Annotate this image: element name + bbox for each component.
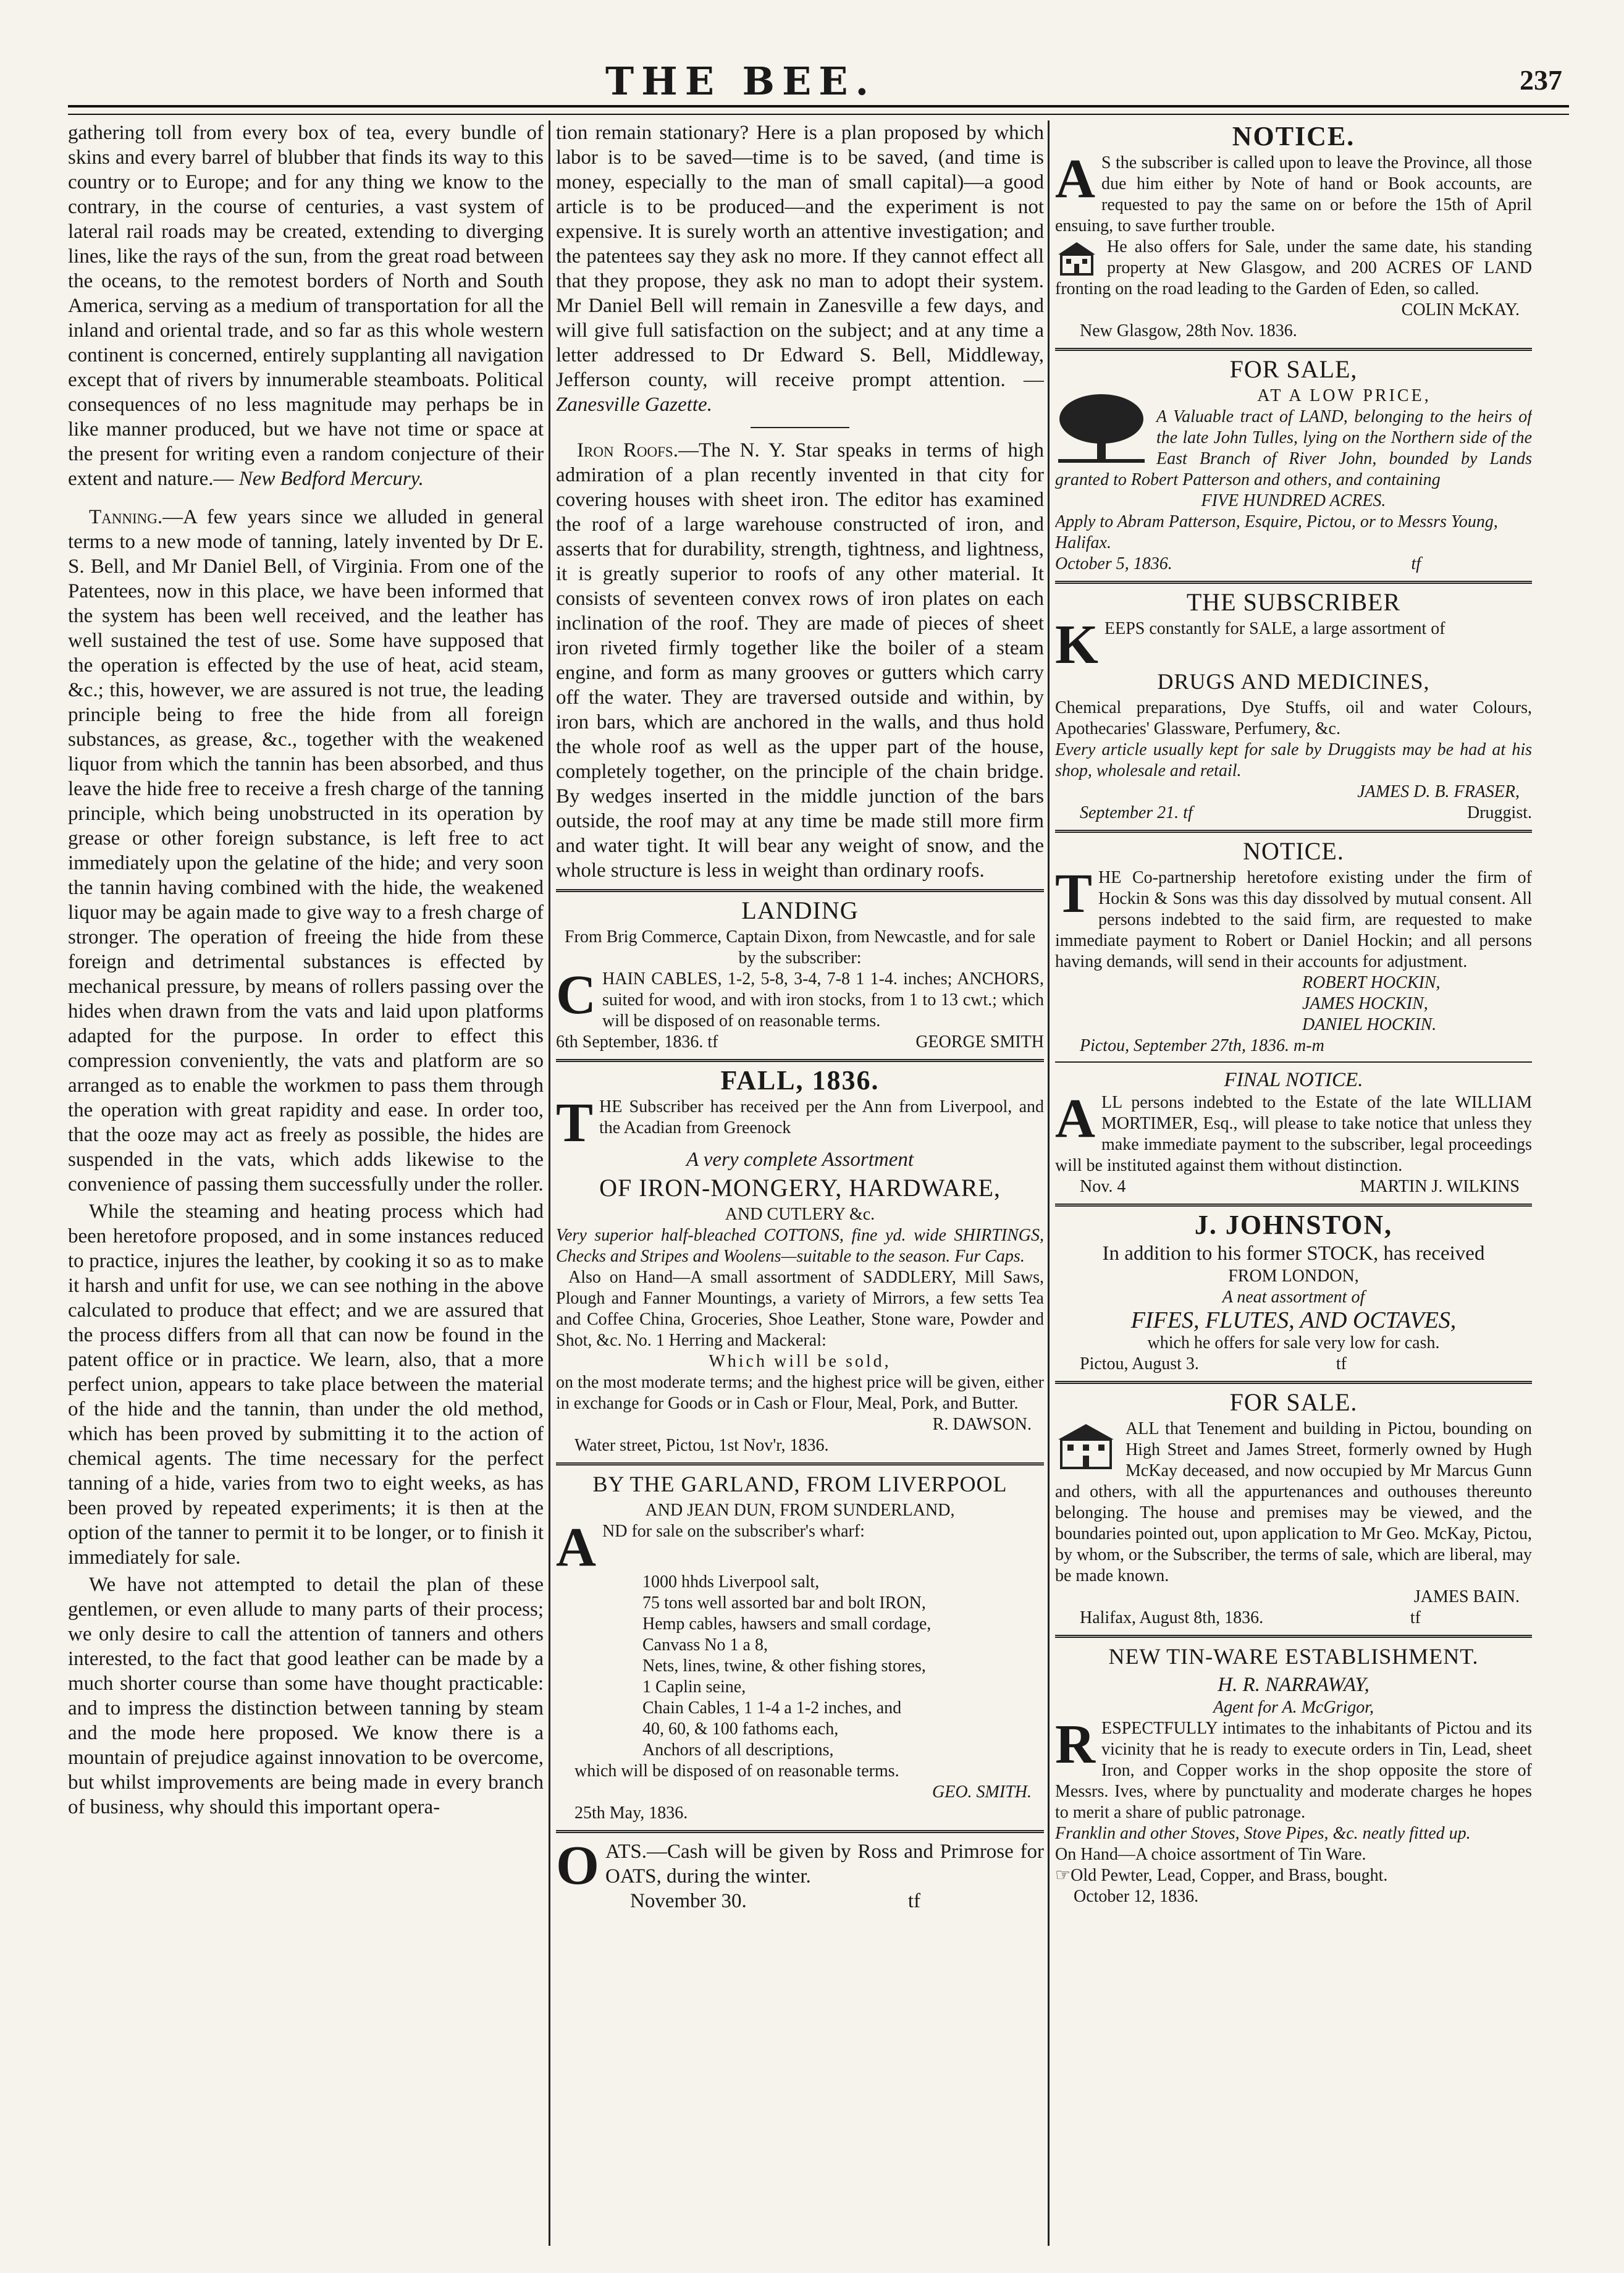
- list-item: 1 Caplin seine,: [642, 1677, 746, 1697]
- page-number: 237: [1520, 64, 1562, 96]
- section-rule: [1055, 1635, 1532, 1638]
- ad-notice-hockin: [1055, 839, 1532, 1056]
- ad-subscriber-title: THE SUBSCRIBER: [1186, 588, 1401, 616]
- ad-notice-body2: He also offers for Sale, under the same date, his standing property at New Glasgow, and 200 ACRES OF LAND fronting on the road leading to the Garden of Eden, so called.: [1055, 237, 1532, 298]
- ad-garland: [556, 1472, 1044, 1824]
- column-3: [1055, 120, 1532, 2246]
- ad-notice2-body: THE Co-partnership heretofore existing under the firm of Hockin & Sons was this day dissolved by mutual consent. All persons indebted to the said firm, are requested to make immediate payment to Robert or Daniel Hockin; and all persons having demands, will send in their accounts for adjustment.: [1055, 863, 1532, 971]
- ad-garland-date: 25th May, 1836.: [574, 1803, 688, 1823]
- ad-fall-also: Also on Hand—A small assortment of SADDLERY, Mill Saws, Plough and Fanner Mountings, a variety of Mirrors, a few setts Tea and Coffee China, Groceries, Shoe Leather, Stone ware, Powder and Shot, &c. No. 1 Herring and Mackeral:: [556, 1268, 1044, 1350]
- ad-fall-cottons: Very superior half-bleached COTTONS, fine yd. wide SHIRTINGS, Checks and Stripes and Woolens—suitable to the season. Fur Caps.: [556, 1226, 1044, 1266]
- ad-forsale2-footer: Halifax, August 8th, 1836. tf: [1080, 1608, 1421, 1627]
- ad-forsale-apply: Apply to Abram Patterson, Esquire, Pictou, or to Messrs Young, Halifax.: [1055, 512, 1498, 552]
- section-rule: [556, 1059, 1044, 1062]
- ad-fall-sold: Which will be sold,: [709, 1352, 891, 1371]
- ad-garland-title: BY THE GARLAND, FROM LIVERPOOL: [592, 1472, 1008, 1496]
- ad-tinware: [1055, 1644, 1532, 1907]
- ad-oats-body: OATS.—Cash will be given by Ross and Primrose for OATS, during the winter.: [556, 1835, 1044, 1896]
- ad-garland-signer: GEO. SMITH.: [932, 1782, 1032, 1802]
- ad-subscriber-footer: September 21. tf Druggist.: [1080, 803, 1532, 822]
- ad-oats-footer: November 30. tf: [630, 1890, 920, 1912]
- section-rule: [1055, 348, 1532, 351]
- ad-forsale-footer: October 5, 1836. tf: [1055, 554, 1421, 573]
- ad-forsale-sub: AT A LOW PRICE,: [1257, 386, 1431, 405]
- ad-johnston-offers: which he offers for sale very low for cash.: [1147, 1333, 1440, 1352]
- ad-forsale2-title: FOR SALE.: [1229, 1388, 1358, 1416]
- ad-garland-sub: AND JEAN DUN, FROM SUNDERLAND,: [645, 1501, 955, 1520]
- ad-fall-date: Water street, Pictou, 1st Nov'r, 1836.: [574, 1436, 829, 1455]
- article-tanning: Tanning.—A few years since we alluded in general terms to a new mode of tanning, lately invented by Dr E. S. Bell, and Mr Daniel Bell, of Virginia. From one of the Patentees, now in this place, we have been informed that the system has been well received, and the leather has well sustained the test of use. Some have supposed that the operation is effected by the use of heat, acid steam, &c.; this, however, we are assured is not true, the leading principle being to free the hide from all foreign substances, as grease, &c., together with the weakened liquor from which the tannin has been absorbed, and thus leave the hide free to receive a fresh charge of the tanning principle, which being unobstructed in its operation by grease or other foreign substance, is left free to act immediately upon the gelatine of the hide; and very soon the tannin having combined with the hide, the weakened liquor may be again made to give way to a fresh charge of stronger. The operation of freeing the hide from these foreign and detrimental substances is effected by mechanical pressure, by means of rollers passing over the hides when drawn from the vats and laid upon platforms adapted for the purpose. In order to effect this compression conveniently, the vats and platform are so arranged as to enable the workmen to pass them through the operation with great rapidity and ease. In order too, that the ooze may act as freely as possible, the hides are suspended in the vats, which adds likewise to the convenience of passing them successfully under the roller.: [68, 506, 544, 1196]
- house-icon: [1055, 239, 1098, 276]
- ad-final-notice: [1055, 1068, 1532, 1197]
- section-rule: [1055, 581, 1532, 584]
- ad-notice2-signers: [1055, 972, 1532, 1035]
- ad-forsale-lead: A Valuable tract of LAND, belonging to the heirs of the late John Tulles, lying on the Northern side of the East Branch of River John, bounded by Lands granted to Robert Patterson and others, and containing: [1055, 407, 1532, 489]
- article-tanning-p2: While the steaming and heating process which had been heretofore proposed, and in some instances reduced to practice, injures the leather, by cooking it so as to make it harsh and unfit for use, we can see nothing in the above calculated to produce that effect; and we are assured that the process differs from all that can now be found in the patent office or in practice. We learn, also, that a more perfect union, appears to take place between the material of the hide and the tannin, than under the old method, which has been proved by submitting it to the action of chemical agents. The time necessary for the perfect tanning of a hide, varies from two to eight weeks, as has been proved by repeated experiments; it is then at the option of the tanner to permit it to be longer, or to finish it immediately for sale.: [68, 1200, 544, 1569]
- section-rule: [1055, 1204, 1532, 1207]
- ad-tinware-date: October 12, 1836.: [1074, 1887, 1199, 1906]
- ad-johnston: [1055, 1210, 1532, 1375]
- ad-tinware-onhand: On Hand—A choice assortment of Tin Ware.: [1055, 1845, 1366, 1864]
- ad-tinware-title: NEW TIN-WARE ESTABLISHMENT.: [1108, 1644, 1479, 1669]
- ad-landing-sub: From Brig Commerce, Captain Dixon, from Newcastle, and for sale by the subscriber:: [564, 927, 1036, 968]
- building-icon: [1055, 1421, 1117, 1470]
- ad-fall-line1: OF IRON-MONGERY, HARDWARE,: [599, 1174, 1001, 1202]
- article-iron-roofs: Iron Roofs.—The N. Y. Star speaks in terms of high admiration of a plan recently invented in that city for covering houses with sheet iron. The editor has examined the roof of a large warehouse constructed of iron, and asserts that for durability, strength, tightness, and lightness, it is greatly superior to roofs of any other material. It consists of seventeen convex rows of iron plates on each inclination of the roof. They are made of pieces of sheet iron riveted firmly together like the boiler of a steam engine, and form as many grooves or gutters which carry off the water. They are traversed outside and within, by iron bars, which are anchored in the walls, and thus hold the whole roof as well as the upper part of the house, completely together, on the principle of the chain bridge. By wedges inserted in the middle junction of the bars outside, the roof may at any time be made still more firm and water tight. It will bear any weight of snow, and the whole structure is less in weight than ordinary roofs.: [556, 439, 1044, 882]
- tree-icon: [1055, 388, 1148, 468]
- article-railroad-end: gathering toll from every box of tea, every bundle of skins and every barrel of blubber that finds its way to this country or to Europe; and for any thing we know to the contrary, in the course of centuries, a vast system of lateral rail roads may be created, extending to diverging lines, like the rays of the sun, from the great road between the oceans, to the remotest borders of North and South America, serving as a medium of transportation for all the inland and oriental trade, and so far as this whole western continent is concerned, entirely supplanting all navigation except that of rivers by innumerable steamboats. Political consequences of no less magnitude may perhaps be in like manner produced, but we have not time or space at the present for writing even a random conjecture of their extent and nature.— New Bedford Mercury.: [68, 122, 544, 490]
- list-item: Chain Cables, 1 1-4 a 1-2 inches, and: [642, 1698, 902, 1718]
- newspaper-title: THE BEE.: [605, 59, 877, 104]
- article-tanning-end: tion remain stationary? Here is a plan proposed by which labor is to be saved—time is to be saved, (and time is money, especially to the man of small capital)—a good article is to be produced—and the experiment is not expensive. It is surely worth an attentive investigation; and the patentees say they ask no more. If they cannot effect all that they propose, they ask no man to adopt their system. Mr Daniel Bell will remain in Zanesville a few days, and will give full satisfaction on the subject; and at any time a letter addressed to Dr Edward S. Bell, Middleway, Jefferson county, will receive prompt attention. — Zanesville Gazette.: [556, 122, 1044, 416]
- ad-tinware-pewter: ☞Old Pewter, Lead, Copper, and Brass, bought.: [1055, 1866, 1388, 1885]
- column-divider-2: [1048, 120, 1050, 2246]
- ad-subscriber-body: Chemical preparations, Dye Stuffs, oil and water Colours, Apothecaries' Glassware, Perfumery, &c.: [1055, 698, 1532, 738]
- ad-johnston-footer: Pictou, August 3. tf: [1080, 1354, 1347, 1373]
- list-item: 1000 hhds Liverpool salt,: [642, 1572, 820, 1592]
- ad-notice-signer: COLIN McKAY.: [1401, 300, 1520, 319]
- signer-name: DANIEL HOCKIN.: [1302, 1015, 1437, 1034]
- section-rule: [556, 1830, 1044, 1833]
- ad-fall-terms: on the most moderate terms; and the highest price will be given, either in exchange for Goods or in Cash or Flour, Meal, Pork, and Butter.: [556, 1373, 1044, 1413]
- ad-fall-intro: THE Subscriber has received per the Ann from Liverpool, and the Acadian from Greenock: [556, 1092, 1044, 1153]
- ad-notice-date: New Glasgow, 28th Nov. 1836.: [1080, 321, 1297, 340]
- ad-notice2-title: NOTICE.: [1243, 837, 1344, 865]
- ad-johnston-line1: In addition to his former STOCK, has received: [1102, 1242, 1485, 1265]
- ad-notice2-date: Pictou, September 27th, 1836. m-m: [1080, 1036, 1324, 1055]
- masthead-rule: [68, 105, 1569, 115]
- ad-forsale-acres: FIVE HUNDRED ACRES.: [1201, 491, 1386, 510]
- section-rule: [1055, 830, 1532, 833]
- ad-notice-title: NOTICE.: [1232, 121, 1355, 151]
- ad-johnston-from: FROM LONDON,: [1228, 1267, 1359, 1286]
- ad-landing-title: LANDING: [741, 896, 859, 924]
- ad-garland-intro: AND for sale on the subscriber's wharf:: [556, 1517, 865, 1578]
- ad-landing-footer: 6th September, 1836. tf GEORGE SMITH: [556, 1032, 1044, 1052]
- list-item: Nets, lines, twine, & other fishing stores,: [642, 1656, 926, 1676]
- ad-garland-closing: which will be disposed of on reasonable terms.: [574, 1761, 899, 1781]
- article-tanning-p3: We have not attempted to detail the plan of these gentlemen, or even allude to many parts of their process; we only desire to call the attention of tanners and others interested, to the fact that good leather can be made by a much shorter course than some have thought practicable: and to impress the distinction between tanning by steam and the mode here proposed. We know there is a mountain of prejudice against innovation to be overcome, but whilst improvements are being made in every branch of business, why should this important opera-: [68, 1574, 544, 1818]
- section-rule: [1055, 1061, 1532, 1063]
- signer-name: JAMES HOCKIN,: [1302, 994, 1428, 1013]
- list-item: Canvass No 1 a 8,: [642, 1635, 768, 1655]
- ad-forsale-title: FOR SALE,: [1229, 355, 1358, 383]
- list-item: Anchors of all descriptions,: [642, 1740, 834, 1760]
- ad-final-footer: Nov. 4 MARTIN J. WILKINS: [1080, 1177, 1520, 1196]
- list-item: Hemp cables, hawsers and small cordage,: [642, 1614, 932, 1634]
- ad-tinware-body: RESPECTFULLY intimates to the inhabitants of Pictou and its vicinity that he is ready to execute orders in Tin, Lead, sheet Iron, and Copper works in the shop opposite the store of Messrs. Ives, where by punctuality and moderate charges he hopes to merit a share of public patronage.: [1055, 1714, 1532, 1822]
- ad-final-body: ALL persons indebted to the Estate of the late WILLIAM MORTIMER, Esq., will please to take notice that unless they make immediate payment to the subscriber, legal proceedings will be instituted against them without distinction.: [1055, 1088, 1532, 1175]
- ad-tinware-stoves: Franklin and other Stoves, Stove Pipes, &c. neatly fitted up.: [1055, 1824, 1471, 1843]
- column-2: [556, 120, 1044, 2246]
- section-rule: [1055, 1381, 1532, 1384]
- short-rule: [751, 427, 849, 428]
- list-item: 40, 60, & 100 fathoms each,: [642, 1719, 839, 1739]
- ad-forsale2-body: ALL that Tenement and building in Pictou, bounding on High Street and James Street, formerly owned by Hugh McKay deceased, and now occupied by Mr Marcus Gunn and others, with all the appurtenances and outhouses thereunto belonging. The house and premises may be viewed, and the boundaries pointed out, upon application to Mr Geo. McKay, Pictou, by whom, or the Subscriber, the terms of sale, which are liberal, may be made known.: [1055, 1419, 1532, 1585]
- ad-tinware-agent: Agent for A. McGrigor,: [1213, 1698, 1374, 1717]
- list-item: 75 tons well assorted bar and bolt IRON,: [642, 1593, 926, 1613]
- ad-garland-items: [556, 1572, 1044, 1761]
- pointing-hand-icon: ☞: [1055, 1866, 1071, 1885]
- signer-name: ROBERT HOCKIN,: [1302, 973, 1441, 992]
- ad-subscriber-drugs: DRUGS AND MEDICINES,: [1157, 669, 1430, 694]
- ad-forsale-land: [1055, 357, 1532, 575]
- masthead: [0, 59, 1624, 102]
- column-divider-1: [549, 120, 550, 2246]
- ad-subscriber-signer: JAMES D. B. FRASER,: [1357, 782, 1520, 801]
- section-rule: [556, 1462, 1044, 1465]
- ad-johnston-assort: A neat assortment of: [1222, 1288, 1365, 1307]
- ad-notice-mckay: [1055, 121, 1532, 342]
- section-rule: [556, 889, 1044, 892]
- ad-landing: [556, 898, 1044, 1053]
- ad-oats: [556, 1835, 1044, 1913]
- column-1: [68, 120, 544, 2246]
- ad-subscriber-line1: KEEPS constantly for SALE, a large assortment of: [1055, 614, 1445, 675]
- ad-landing-body: CHAIN CABLES, 1-2, 5-8, 3-4, 7-8 1 1-4. inches; ANCHORS, suited for wood, and with iron stocks, from 1 to 13 cwt.; which will be disposed of on reasonable terms.: [556, 964, 1044, 1031]
- ad-final-title: FINAL NOTICE.: [1224, 1069, 1363, 1091]
- ad-fall-1836: [556, 1065, 1044, 1456]
- ad-fall-title: FALL, 1836.: [720, 1065, 880, 1095]
- ad-fall-assort: A very complete Assortment: [686, 1149, 914, 1171]
- ad-fall-signer: R. DAWSON.: [932, 1415, 1032, 1434]
- ad-fall-line2: AND CUTLERY &c.: [725, 1205, 875, 1224]
- ad-subscriber-drugs: [1055, 590, 1532, 824]
- ad-notice-body: A S the subscriber is called upon to leave the Province, all those due him either by Note of hand or Book accounts, are requested to pay the same on or before the 15th of April ensuing, to save further trouble.: [1055, 148, 1532, 235]
- ad-johnston-title: J. JOHNSTON,: [1194, 1210, 1393, 1240]
- ad-forsale-tenement: [1055, 1390, 1532, 1629]
- ad-tinware-name: H. R. NARRAWAY,: [1218, 1674, 1369, 1696]
- ad-johnston-fifes: FIFES, FLUTES, AND OCTAVES,: [1130, 1307, 1457, 1333]
- ad-subscriber-every: Every article usually kept for sale by Druggists may be had at his shop, wholesale and retail.: [1055, 740, 1532, 780]
- ad-forsale2-signer: JAMES BAIN.: [1413, 1587, 1520, 1606]
